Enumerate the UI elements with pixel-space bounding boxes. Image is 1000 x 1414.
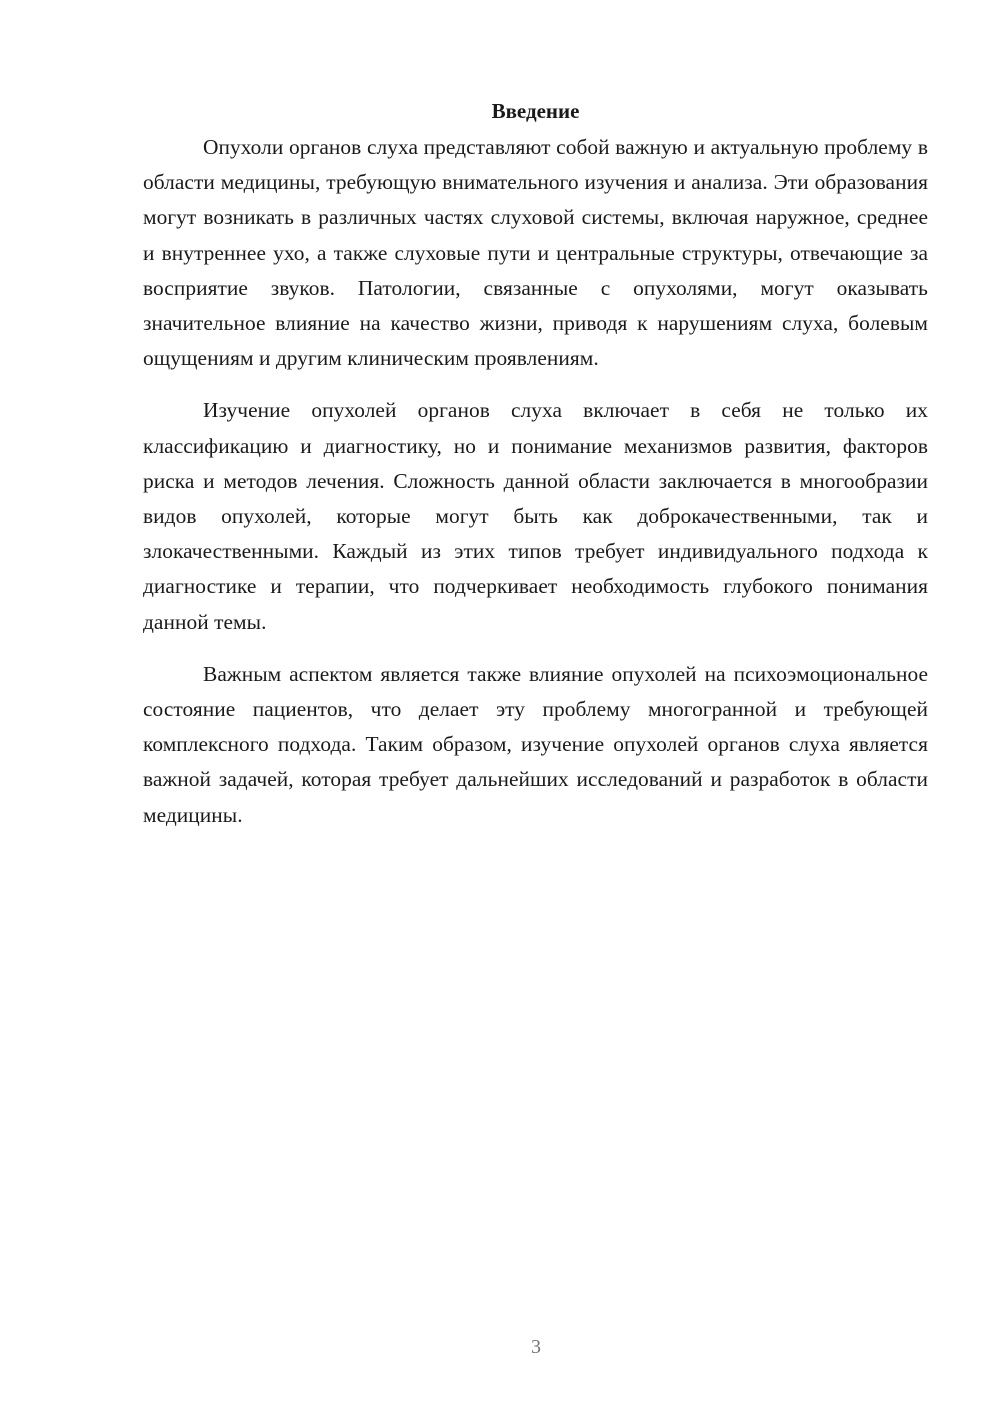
- page-number: 3: [531, 1336, 541, 1358]
- paragraph-1: Опухоли органов слуха представляют собой важную и актуальную проблему в области медицины, требующую внимательного изучения и анализа. Эти образования могут возникать в различных частях слуховой системы, включая наружное, среднее и внутреннее ухо, а также слуховые пути и центральные структуры, отвечающие за восприятие звуков. Патологии, связанные с опухолями, могут оказывать значительное влияние на качество жизни, приводя к нарушениям слуха, болевым ощущениям и другим клиническим проявлениям.: [143, 135, 928, 371]
- page-content: [143, 96, 928, 850]
- paragraph-2: Изучение опухолей органов слуха включает в себя не только их классификацию и диагностику, но и понимание механизмов развития, факторов риска и методов лечения. Сложность данной области заключается в многообразии видов опухолей, которые могут быть как доброкачественными, так и злокачественными. Каждый из этих типов требует индивидуального подхода к диагностике и терапии, что подчеркивает необходимость глубокого понимания данной темы.: [143, 398, 928, 634]
- paragraph-3: Важным аспектом является также влияние опухолей на психоэмоциональное состояние пациентов, что делает эту проблему многогранной и требующей комплексного подхода. Таким образом, изучение опухолей органов слуха является важной задачей, которая требует дальнейших исследований и разработок в области медицины.: [143, 661, 928, 827]
- section-heading: Введение: [491, 99, 580, 123]
